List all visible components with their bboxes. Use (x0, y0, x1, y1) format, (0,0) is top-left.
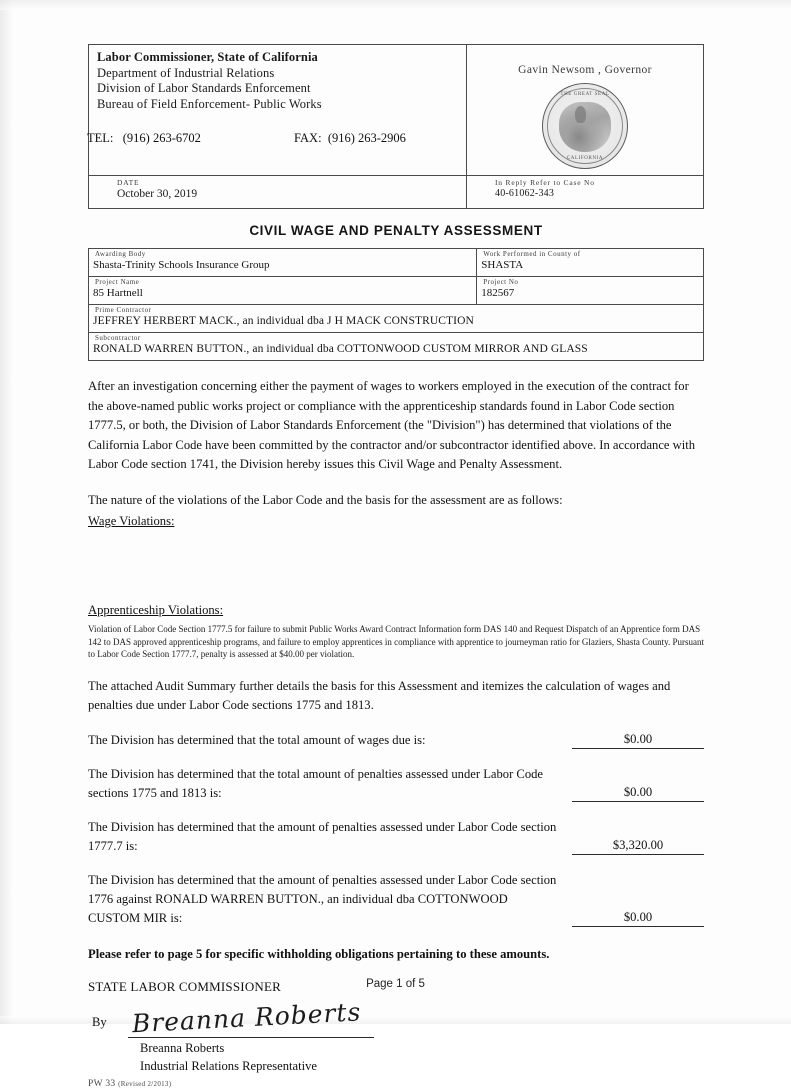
seal-bottom-text: CALIFORNIA (566, 156, 604, 161)
date-and-case-row (88, 175, 704, 209)
form-code-line (88, 1079, 704, 1089)
table-row (89, 249, 704, 277)
handwritten-signature: Breanna Roberts (131, 996, 362, 1038)
seal-figure (559, 102, 611, 152)
state-seal-icon (542, 83, 628, 169)
fax-label: FAX: (294, 131, 322, 145)
party-information-table (88, 248, 704, 361)
project-name-label: Project Name (95, 278, 140, 286)
project-number-cell (477, 277, 704, 305)
letterhead (88, 44, 704, 175)
page-footer: Page 1 of 5 (366, 978, 425, 990)
determination-row-wages (88, 731, 704, 750)
determination-amount-wages: $0.00 (572, 732, 704, 749)
determination-amount-penalties-1776: $0.00 (572, 910, 704, 927)
subcontractor-cell (89, 333, 704, 361)
table-row (89, 333, 704, 361)
signature-by-label: By (92, 1014, 107, 1029)
determination-text-penalties-1776: The Division has determined that the amount of penalties assessed under Labor Code section 1776 against RONALD WARREN BUTTON., an individual dba COTTONWOOD CUSTOM MIR is: (88, 872, 557, 925)
table-row (89, 277, 704, 305)
determination-row-penalties-1776 (88, 871, 704, 928)
fax-block (294, 131, 406, 146)
project-name-value: 85 Hartnell (93, 287, 143, 299)
apprenticeship-violations-heading: Apprenticeship Violations: (88, 603, 224, 617)
letterhead-seal-block (467, 45, 703, 175)
date-cell (89, 176, 467, 208)
agency-line-1: Labor Commissioner, State of California (97, 50, 318, 64)
awarding-body-value: Shasta-Trinity Schools Insurance Group (93, 259, 270, 271)
awarding-body-label: Awarding Body (95, 250, 146, 258)
wage-violations-heading-wrap (88, 510, 704, 531)
date-value: October 30, 2019 (117, 188, 198, 200)
determination-text-wages: The Division has determined that the total amount of wages due is: (88, 732, 426, 747)
agency-line-2: Department of Industrial Relations (97, 65, 275, 80)
determination-amount-penalties-1775-1813: $0.00 (572, 785, 704, 802)
work-county-value: SHASTA (481, 259, 524, 271)
signature-block (88, 996, 704, 1073)
document-content (88, 44, 704, 1089)
prime-contractor-label: Prime Contractor (95, 306, 152, 314)
nature-paragraph: The nature of the violations of the Labor Code and the basis for the assessment are as follows: (88, 492, 563, 507)
case-number-value: 40-61062-343 (495, 188, 555, 199)
determination-text-penalties-1777-7: The Division has determined that the amount of penalties assessed under Labor Code section 1777.7 is: (88, 819, 557, 853)
project-number-value: 182567 (481, 287, 515, 299)
state-labor-commissioner-line: STATE LABOR COMMISSIONER (88, 978, 282, 994)
determination-amount-penalties-1777-7: $3,320.00 (572, 838, 704, 855)
governor-name: Gavin Newsom , Governor (518, 64, 652, 76)
determination-text-penalties-1775-1813: The Division has determined that the total amount of penalties assessed under Labor Code sections 1775 and 1813 is: (88, 766, 544, 800)
agency-line-3: Division of Labor Standards Enforcement (97, 81, 311, 95)
fax-value: (916) 263-2906 (327, 131, 406, 145)
intro-paragraph: After an investigation concerning either the payment of wages to workers employed in the execution of the contract for the above-named public works project or compliance with the apprenticeship standards found in Labor Code section 1777.5, or both, the Division of Labor Standards Enforcement (the "Division") has determined that violations of the California Labor Code have been committed by the contractor and/or subcontractor identified above. In accordance with Labor Code section 1741, the Division hereby issues this Civil Wage and Penalty Assessment. (88, 379, 696, 471)
work-county-cell (477, 249, 704, 277)
page-title: CIVIL WAGE AND PENALTY ASSESSMENT (249, 223, 543, 238)
wage-violations-heading: Wage Violations: (88, 514, 175, 528)
withholding-note: Please refer to page 5 for specific withholding obligations pertaining to these amounts. (88, 946, 550, 961)
apprenticeship-violations-text: Violation of Labor Code Section 1777.5 for failure to submit Public Works Award Contract Information form DAS 140 and Request Dispatch of an Apprentice form DAS 142 to DAS approved apprenticeship programs, and failure to employ apprentices in compliance with apprentice to journeyman ratio for Glaziers, Shasta County. Pursuant to Labor Code Section 1777.7, penalty is assessed at $40.00 per violation. (88, 624, 704, 659)
subcontractor-value: RONALD WARREN BUTTON., an individual dba COTTONWOOD CUSTOM MIRROR AND GLASS (93, 343, 588, 355)
determination-row-penalties-1775-1813 (88, 765, 704, 803)
determination-row-penalties-1777-7 (88, 818, 704, 856)
work-county-label: Work Performed in County of (483, 250, 581, 258)
wage-violations-blank-area (88, 531, 704, 601)
signature-line (128, 1037, 374, 1038)
project-number-label: Project No (483, 278, 519, 286)
project-name-cell (89, 277, 477, 305)
apprenticeship-heading-wrap (88, 601, 704, 619)
subcontractor-label: Subcontractor (95, 334, 141, 342)
telephone-label: TEL: (87, 131, 114, 145)
awarding-body-cell (89, 249, 477, 277)
telephone-block (87, 131, 201, 146)
letterhead-agency-block (89, 45, 467, 175)
signer-title: Industrial Relations Representative (140, 1058, 317, 1073)
audit-summary-paragraph: The attached Audit Summary further details the basis for this Assessment and itemizes the calculation of wages and penalties due under Labor Code sections 1775 and 1813. (88, 678, 671, 712)
date-label: DATE (117, 178, 140, 187)
case-number-label: In Reply Refer to Case No (495, 178, 595, 187)
case-number-cell (467, 176, 703, 208)
scan-edge-top (0, 0, 791, 10)
agency-line-4: Bureau of Field Enforcement- Public Works (97, 96, 322, 111)
scan-edge-left (0, 0, 14, 1024)
prime-contractor-cell (89, 305, 704, 333)
table-row (89, 305, 704, 333)
prime-contractor-value: JEFFREY HERBERT MACK., an individual dba J H MACK CONSTRUCTION (93, 315, 474, 327)
signer-name: Breanna Roberts (140, 1040, 225, 1055)
telephone-value: (916) 263-6702 (122, 131, 201, 145)
form-revision: (Revised 2/2013) (118, 1079, 172, 1088)
form-code: PW 33 (88, 1078, 116, 1089)
seal-top-text: THE GREAT SEAL (560, 92, 610, 97)
